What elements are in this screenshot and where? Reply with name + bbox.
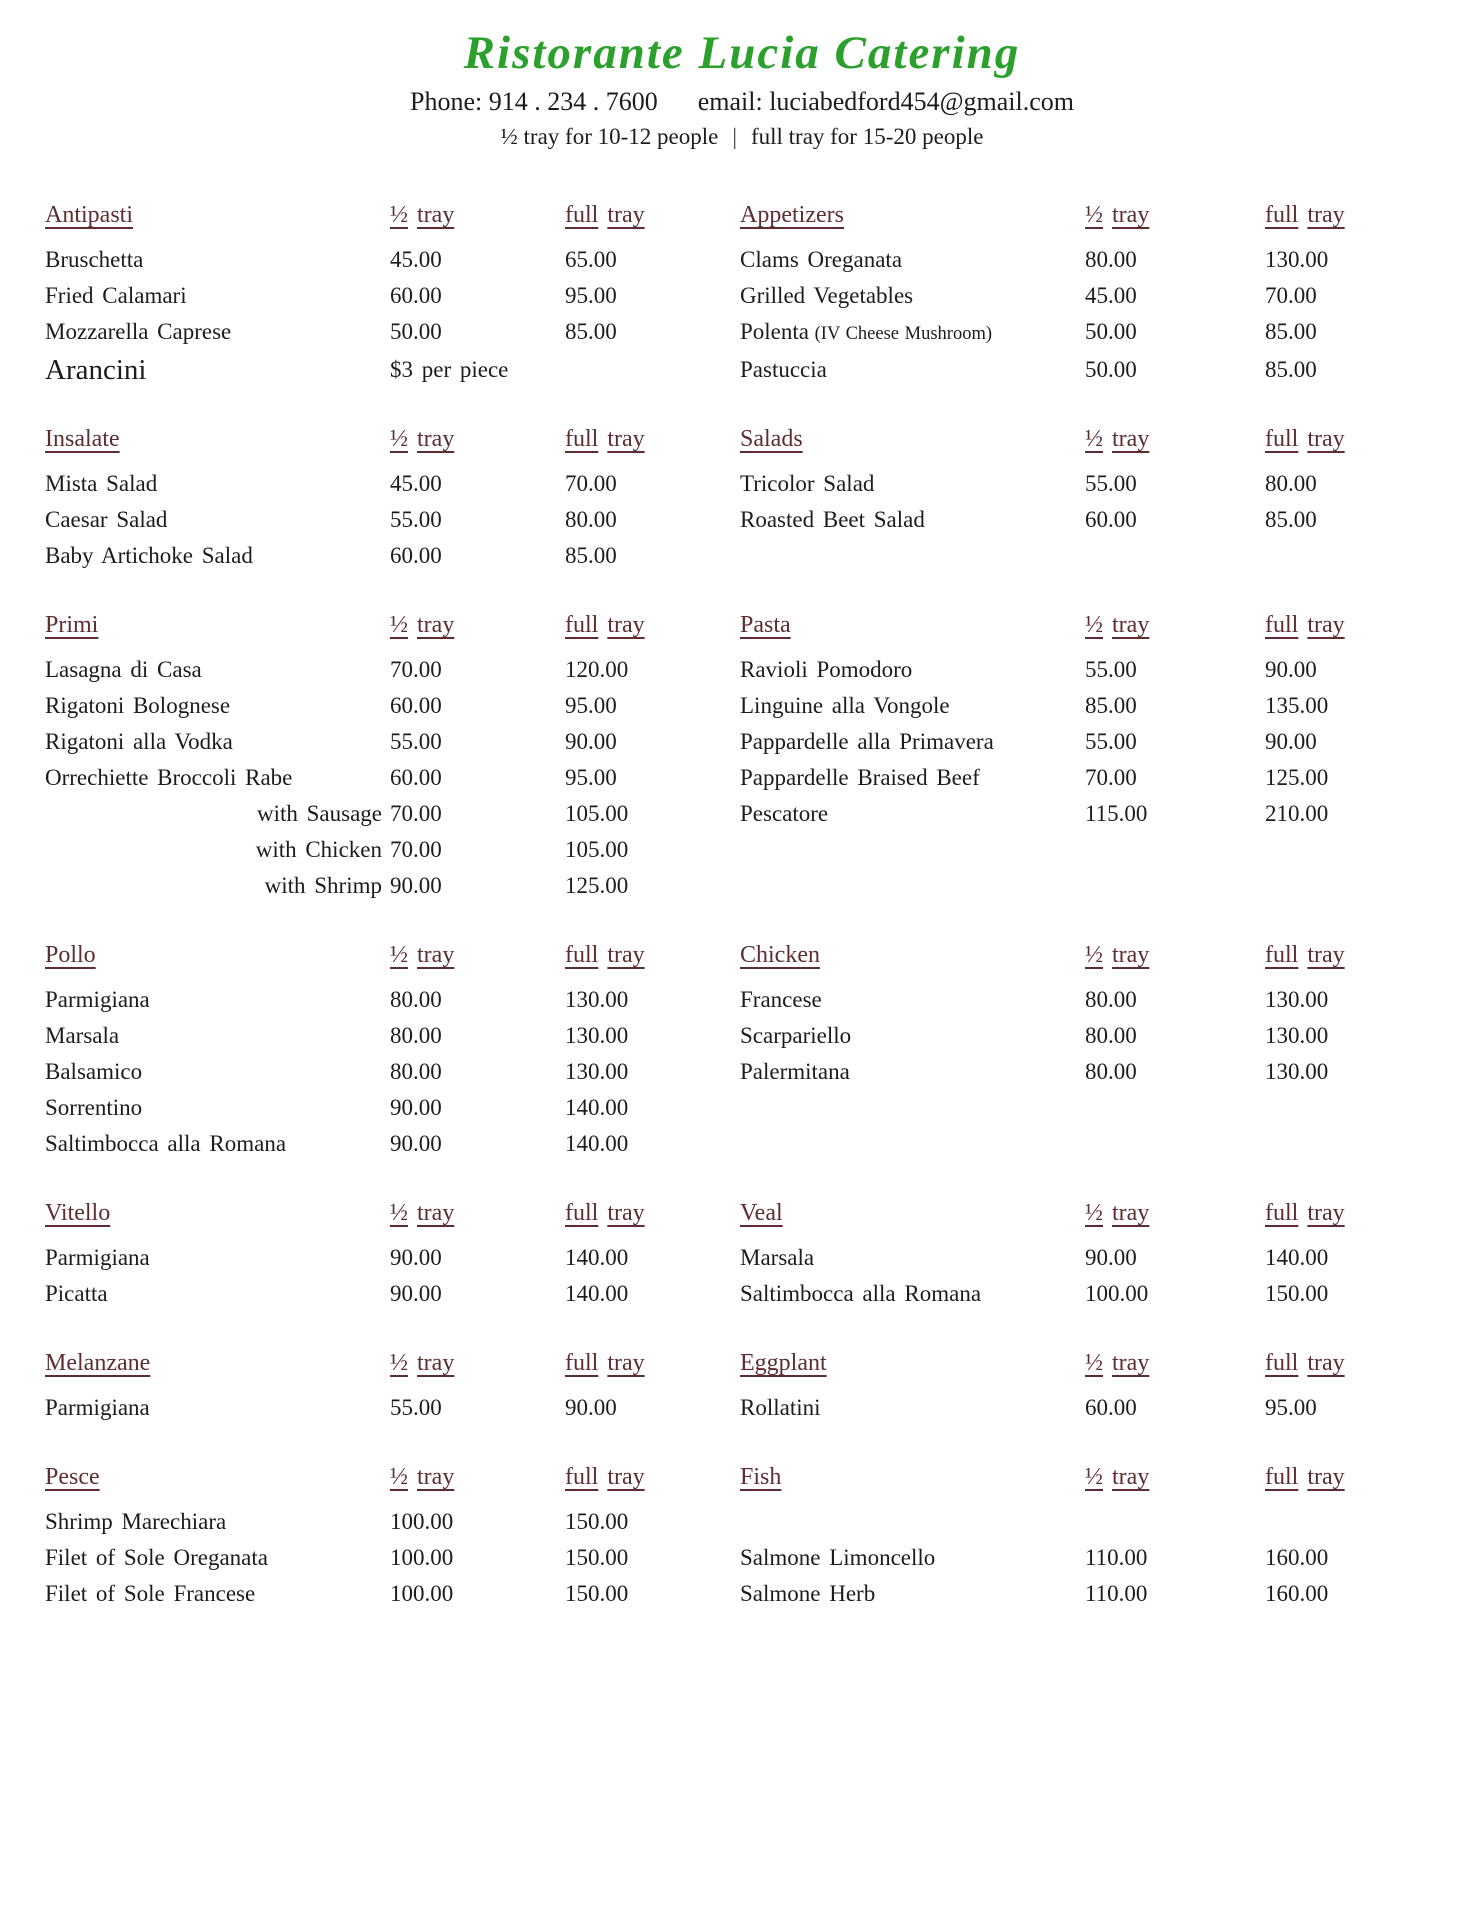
menu-item-name: Parmigiana [45,1395,150,1421]
half-tray-price: 90.00 [390,1245,442,1271]
half-tray-price: 60.00 [390,765,442,791]
full-tray-price: 130.00 [565,1023,629,1049]
empty-cell [740,1090,1085,1126]
menu-item-name: Marsala [45,1023,120,1049]
phone-label: Phone: [409,87,483,117]
menu-item-name: with Shrimp [264,873,382,899]
half-tray-price: $3 per piece [390,357,509,383]
full-tray-info: full tray for 15-20 people [750,123,984,149]
half-tray-price: 55.00 [1085,657,1137,683]
full-tray-column-header [565,196,740,242]
tray-size-info [0,123,1484,151]
item-note: (IV Cheese Mushroom) [809,324,993,345]
half-tray-column-header [1085,1458,1265,1504]
half-tray-price: 55.00 [1085,471,1137,497]
section-title [45,1194,390,1240]
half-tray-price: 70.00 [390,657,442,683]
full-tray-column-header [565,1344,740,1390]
half-tray-price: 90.00 [390,1281,442,1307]
full-tray-price: 70.00 [565,471,617,497]
half-tray-price: 80.00 [1085,247,1137,273]
half-tray-price: 80.00 [390,1059,442,1085]
menu-section-pair [45,420,1484,574]
underlined-word: Eggplant [740,1350,827,1377]
underlined-word: tray [1307,1350,1345,1377]
menu-item-name: Saltimbocca alla Romana [45,1131,287,1157]
underlined-word: ½ [1085,202,1103,229]
half-tray-price: 90.00 [390,1131,442,1157]
menu-item-name: Marsala [740,1245,815,1271]
menu-item-name: Salmone Herb [740,1581,876,1607]
menu-item-name: Rigatoni alla Vodka [45,729,233,755]
half-tray-price: 110.00 [1085,1581,1148,1607]
full-tray-price: 130.00 [1265,987,1329,1013]
full-tray-price: 105.00 [565,801,629,827]
half-tray-price: 80.00 [390,987,442,1013]
menu-item-name: Orrechiette Broccoli Rabe [45,765,293,791]
empty-cell [1085,1504,1265,1540]
underlined-word: ½ [390,202,408,229]
menu-item-name: Shrimp Marechiara [45,1509,227,1535]
full-tray-price: 90.00 [1265,729,1317,755]
half-tray-price: 50.00 [390,319,442,345]
menu-item-name: with Sausage [256,801,382,827]
underlined-word: tray [607,612,645,639]
menu-section-pair [45,1194,1484,1312]
underlined-word: tray [417,426,455,453]
half-tray-price: 50.00 [1085,319,1137,345]
half-tray-price: 70.00 [1085,765,1137,791]
menu-section-pair [45,1344,1484,1426]
tray-info-divider: | [732,123,737,149]
empty-cell [1265,832,1385,868]
half-tray-price: 85.00 [1085,693,1137,719]
full-tray-column-header [565,1194,740,1240]
empty-cell [565,352,740,388]
empty-cell [1265,538,1385,574]
full-tray-price: 80.00 [565,507,617,533]
half-tray-column-header [1085,1344,1265,1390]
half-tray-price: 45.00 [1085,283,1137,309]
underlined-word: Fish [740,1464,782,1491]
underlined-word: Antipasti [45,202,133,229]
half-tray-price: 45.00 [390,247,442,273]
underlined-word: full [1265,426,1299,453]
section-title [45,420,390,466]
underlined-word: tray [417,1350,455,1377]
underlined-word: Salads [740,426,803,453]
menu-item-name: Grilled Vegetables [740,283,914,309]
full-tray-price: 95.00 [565,283,617,309]
full-tray-price: 135.00 [1265,693,1329,719]
underlined-word: full [565,1350,599,1377]
menu-item-name: Linguine alla Vongole [740,693,950,719]
underlined-word: tray [1112,612,1150,639]
section-title [740,1344,1085,1390]
full-tray-price: 130.00 [1265,1059,1329,1085]
underlined-word: tray [417,202,455,229]
full-tray-column-header [1265,1344,1385,1390]
underlined-word: ½ [1085,1200,1103,1227]
half-tray-info: ½ tray for 10-12 people [500,123,719,149]
underlined-word: Pollo [45,942,96,969]
contact-line [0,88,1484,117]
full-tray-column-header [565,606,740,652]
menu-item-name: Filet of Sole Oreganata [45,1545,268,1571]
underlined-word: full [1265,1464,1299,1491]
section-title [740,936,1085,982]
half-tray-price: 60.00 [390,283,442,309]
underlined-word: tray [607,426,645,453]
underlined-word: Chicken [740,942,820,969]
underlined-word: ½ [390,1200,408,1227]
half-tray-price: 90.00 [1085,1245,1137,1271]
underlined-word: ½ [390,1464,408,1491]
menu-item-name: with Chicken [255,837,382,863]
empty-cell [740,538,1085,574]
empty-cell [740,1126,1085,1162]
half-tray-column-header [390,1458,565,1504]
menu-item-name: Francese [740,987,822,1013]
underlined-word: ½ [390,426,408,453]
section-title [45,606,390,652]
menu-item-name: Balsamico [45,1059,143,1085]
underlined-word: ½ [1085,942,1103,969]
full-tray-price: 140.00 [565,1245,629,1271]
underlined-word: tray [1112,1200,1150,1227]
empty-cell [740,1504,1085,1540]
section-title [45,1458,390,1504]
menu-item-name: Polenta (IV Cheese Mushroom) [740,319,993,345]
half-tray-column-header [390,196,565,242]
underlined-word: full [565,426,599,453]
section-title [740,1458,1085,1504]
empty-cell [1265,1126,1385,1162]
half-tray-price: 80.00 [1085,987,1137,1013]
empty-cell [1085,1090,1265,1126]
underlined-word: tray [417,1200,455,1227]
menu-section-pair [45,196,1484,388]
menu-item-name: Scarpariello [740,1023,852,1049]
half-tray-price: 90.00 [390,873,442,899]
half-tray-column-header [390,1344,565,1390]
underlined-word: Veal [740,1200,783,1227]
full-tray-column-header [1265,936,1385,982]
underlined-word: tray [607,202,645,229]
half-tray-price: 55.00 [390,507,442,533]
menu-item-name: Roasted Beet Salad [740,507,925,533]
underlined-word: tray [1112,942,1150,969]
underlined-word: full [1265,612,1299,639]
underlined-word: tray [417,612,455,639]
section-title [45,1344,390,1390]
full-tray-price: 140.00 [565,1281,629,1307]
half-tray-column-header [390,936,565,982]
underlined-word: tray [1112,426,1150,453]
full-tray-price: 150.00 [565,1545,629,1571]
underlined-word: Vitello [45,1200,111,1227]
half-tray-column-header [1085,936,1265,982]
half-tray-column-header [1085,1194,1265,1240]
half-tray-price: 45.00 [390,471,442,497]
menu-item-name: Parmigiana [45,1245,150,1271]
full-tray-price: 140.00 [1265,1245,1329,1271]
empty-cell [1085,868,1265,904]
full-tray-price: 105.00 [565,837,629,863]
full-tray-price: 90.00 [565,1395,617,1421]
underlined-word: tray [607,1350,645,1377]
underlined-word: tray [417,942,455,969]
menu-section-pair [45,936,1484,1162]
underlined-word: full [1265,202,1299,229]
half-tray-column-header [390,1194,565,1240]
underlined-word: ½ [1085,612,1103,639]
underlined-word: ½ [390,612,408,639]
underlined-word: tray [607,942,645,969]
underlined-word: tray [1112,1464,1150,1491]
menu-item-name: Clams Oreganata [740,247,903,273]
empty-cell [1265,1504,1385,1540]
half-tray-price: 55.00 [390,729,442,755]
menu-item-name: Mista Salad [45,471,158,497]
restaurant-title: Ristorante Lucia Catering [463,27,1021,79]
menu-item-name: Palermitana [740,1059,850,1085]
half-tray-price: 50.00 [1085,357,1137,383]
underlined-word: full [565,942,599,969]
menu-section-pair [45,1458,1484,1612]
full-tray-price: 65.00 [565,247,617,273]
empty-cell [1085,1126,1265,1162]
underlined-word: Melanzane [45,1350,151,1377]
full-tray-column-header [565,420,740,466]
underlined-word: full [565,1200,599,1227]
half-tray-price: 80.00 [390,1023,442,1049]
full-tray-price: 140.00 [565,1095,629,1121]
empty-cell [1265,1090,1385,1126]
full-tray-price: 90.00 [1265,657,1317,683]
menu-header [0,0,1484,150]
underlined-word: tray [1307,612,1345,639]
email [698,87,1074,116]
full-tray-price: 130.00 [565,1059,629,1085]
menu-item-name: Salmone Limoncello [740,1545,936,1571]
half-tray-price: 80.00 [1085,1059,1137,1085]
menu-item-name: Caesar Salad [45,507,168,533]
half-tray-column-header [1085,196,1265,242]
full-tray-price: 130.00 [565,987,629,1013]
menu-item-name: Pescatore [740,801,829,827]
half-tray-price: 100.00 [1085,1281,1149,1307]
full-tray-price: 130.00 [1265,1023,1329,1049]
full-tray-price: 95.00 [1265,1395,1317,1421]
underlined-word: ½ [1085,426,1103,453]
menu-item-name: Lasagna di Casa [45,657,202,683]
half-tray-price: 60.00 [1085,507,1137,533]
menu-item-name: Fried Calamari [45,283,187,309]
section-title [45,936,390,982]
email-label: email: [697,87,763,117]
underlined-word: tray [1307,426,1345,453]
full-tray-price: 125.00 [565,873,629,899]
full-tray-price: 150.00 [565,1509,629,1535]
menu-item-name: Saltimbocca alla Romana [740,1281,982,1307]
email-address: luciabedford454@gmail.com [769,87,1075,117]
full-tray-column-header [1265,196,1385,242]
half-tray-price: 60.00 [390,543,442,569]
underlined-word: full [565,202,599,229]
full-tray-column-header [1265,606,1385,652]
underlined-word: full [565,1464,599,1491]
half-tray-column-header [390,606,565,652]
underlined-word: full [1265,942,1299,969]
full-tray-price: 90.00 [565,729,617,755]
menu-item-name: Picatta [45,1281,108,1307]
underlined-word: Insalate [45,426,120,453]
half-tray-price: 100.00 [390,1581,454,1607]
underlined-word: tray [607,1200,645,1227]
menu-item-name: Pappardelle alla Primavera [740,729,994,755]
full-tray-price: 70.00 [1265,283,1317,309]
half-tray-price: 55.00 [1085,729,1137,755]
menu-body [0,196,1484,1612]
full-tray-column-header [1265,1458,1385,1504]
underlined-word: ½ [1085,1350,1103,1377]
underlined-word: tray [1112,1350,1150,1377]
phone [410,87,658,116]
half-tray-price: 60.00 [390,693,442,719]
section-title [740,606,1085,652]
full-tray-column-header [1265,1194,1385,1240]
full-tray-price: 85.00 [1265,357,1317,383]
full-tray-price: 95.00 [565,765,617,791]
full-tray-price: 150.00 [565,1581,629,1607]
empty-cell [1265,868,1385,904]
section-title [740,196,1085,242]
underlined-word: ½ [390,942,408,969]
underlined-word: tray [417,1464,455,1491]
menu-item-name: Arancini [45,354,147,387]
full-tray-column-header [565,1458,740,1504]
menu-item-name: Bruschetta [45,247,144,273]
full-tray-price: 160.00 [1265,1545,1329,1571]
underlined-word: tray [1112,202,1150,229]
full-tray-price: 85.00 [1265,507,1317,533]
section-title [740,1194,1085,1240]
underlined-word: tray [607,1464,645,1491]
underlined-word: full [565,612,599,639]
half-tray-price: 60.00 [1085,1395,1137,1421]
underlined-word: tray [1307,942,1345,969]
half-tray-price: 110.00 [1085,1545,1148,1571]
underlined-word: tray [1307,1464,1345,1491]
phone-number: 914 . 234 . 7600 [488,87,658,117]
menu-item-name: Rigatoni Bolognese [45,693,231,719]
menu-item-name: Pastuccia [740,357,827,383]
underlined-word: Pasta [740,612,791,639]
underlined-word: Primi [45,612,99,639]
half-tray-price: 80.00 [1085,1023,1137,1049]
menu-section-pair [45,606,1484,904]
full-tray-price: 80.00 [1265,471,1317,497]
half-tray-column-header [1085,420,1265,466]
empty-cell [740,832,1085,868]
full-tray-price: 150.00 [1265,1281,1329,1307]
empty-cell [1085,538,1265,574]
underlined-word: Appetizers [740,202,844,229]
full-tray-column-header [565,936,740,982]
menu-item-name: Rollatini [740,1395,821,1421]
full-tray-column-header [1265,420,1385,466]
half-tray-price: 100.00 [390,1545,454,1571]
menu-item-name: Sorrentino [45,1095,143,1121]
full-tray-price: 85.00 [565,319,617,345]
full-tray-price: 95.00 [565,693,617,719]
menu-item-name: Baby Artichoke Salad [45,543,253,569]
underlined-word: ½ [1085,1464,1103,1491]
menu-item-name: Ravioli Pomodoro [740,657,913,683]
section-title [740,420,1085,466]
full-tray-price: 160.00 [1265,1581,1329,1607]
empty-cell [1085,832,1265,868]
full-tray-price: 130.00 [1265,247,1329,273]
underlined-word: tray [1307,202,1345,229]
menu-item-name: Tricolor Salad [740,471,875,497]
empty-cell [740,868,1085,904]
half-tray-price: 100.00 [390,1509,454,1535]
full-tray-price: 85.00 [1265,319,1317,345]
half-tray-price: 90.00 [390,1095,442,1121]
full-tray-price: 210.00 [1265,801,1329,827]
underlined-word: tray [1307,1200,1345,1227]
menu-item-name: Filet of Sole Francese [45,1581,256,1607]
full-tray-price: 125.00 [1265,765,1329,791]
underlined-word: Pesce [45,1464,100,1491]
underlined-word: full [1265,1350,1299,1377]
half-tray-price: 55.00 [390,1395,442,1421]
full-tray-price: 120.00 [565,657,629,683]
underlined-word: full [1265,1200,1299,1227]
menu-item-name: Mozzarella Caprese [45,319,232,345]
half-tray-price: 70.00 [390,801,442,827]
half-tray-price: 115.00 [1085,801,1148,827]
section-title [45,196,390,242]
menu-item-name: Pappardelle Braised Beef [740,765,980,791]
half-tray-price: 70.00 [390,837,442,863]
full-tray-price: 85.00 [565,543,617,569]
half-tray-column-header [1085,606,1265,652]
half-tray-column-header [390,420,565,466]
menu-item-name: Parmigiana [45,987,150,1013]
underlined-word: ½ [390,1350,408,1377]
full-tray-price: 140.00 [565,1131,629,1157]
